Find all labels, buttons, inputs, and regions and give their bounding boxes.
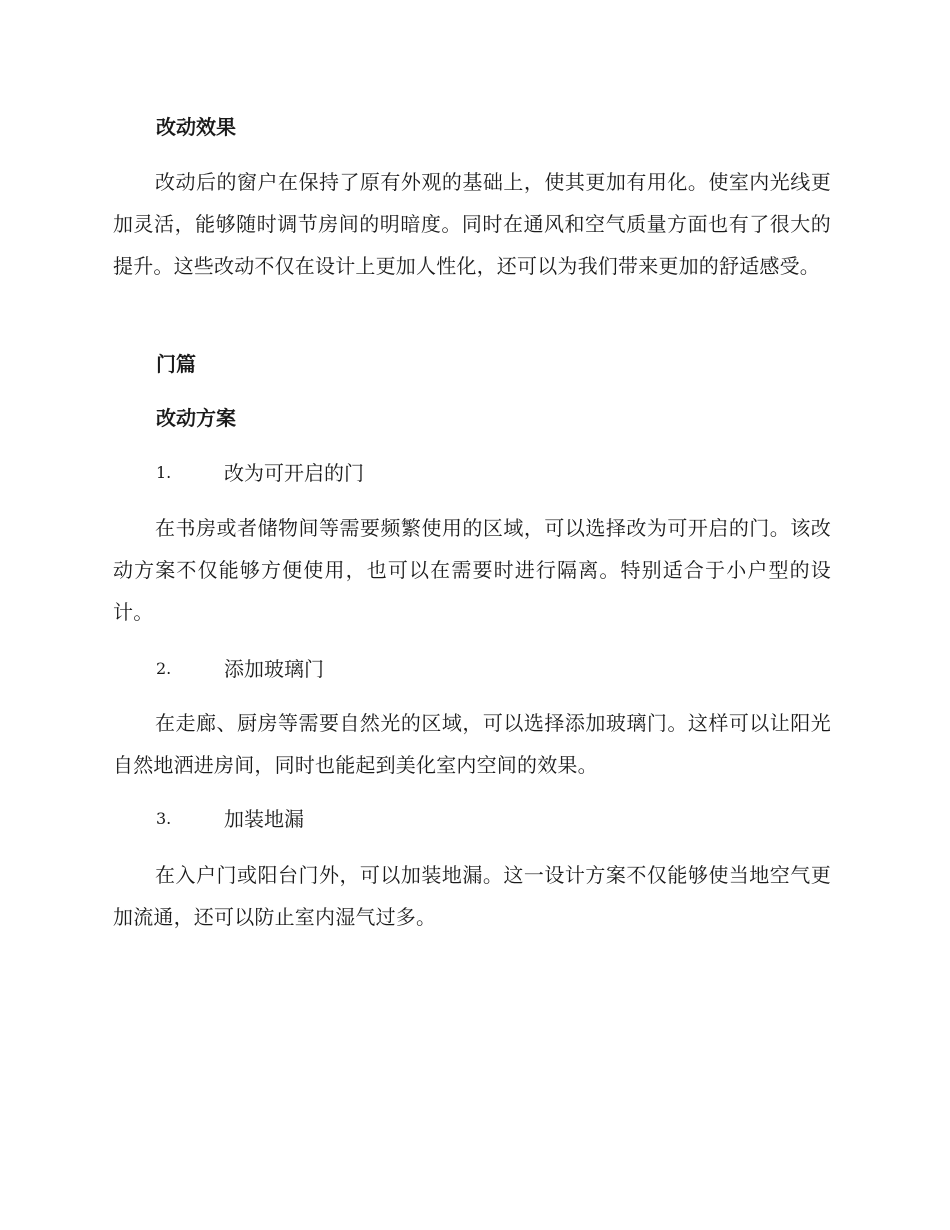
- item-3-paragraph: 在入户门或阳台门外，可以加装地漏。这一设计方案不仅能够使当地空气更加流通，还可以防止室内湿气过多。: [113, 863, 831, 929]
- list-item-number: 1.: [156, 463, 172, 482]
- section-heading-doors: 门篇: [156, 352, 196, 376]
- list-item-title: 加装地漏: [224, 807, 304, 831]
- list-item-number: 3.: [156, 809, 172, 828]
- list-item-number: 2.: [156, 659, 172, 678]
- item-2-paragraph: 在走廊、厨房等需要自然光的区域，可以选择添加玻璃门。这样可以让阳光自然地洒进房间，同时也能起到美化室内空间的效果。: [113, 711, 831, 777]
- section-heading-effect: 改动效果: [156, 115, 236, 139]
- list-item-title: 改为可开启的门: [224, 461, 364, 485]
- item-1-paragraph: 在书房或者储物间等需要频繁使用的区域，可以选择改为可开启的门。该改动方案不仅能够方便使用，也可以在需要时进行隔离。特别适合于小户型的设计。: [113, 516, 831, 624]
- list-item-title: 添加玻璃门: [224, 657, 324, 681]
- section-heading-plan: 改动方案: [156, 406, 236, 430]
- effect-paragraph: 改动后的窗户在保持了原有外观的基础上，使其更加有用化。使室内光线更加灵活，能够随时调节房间的明暗度。同时在通风和空气质量方面也有了很大的提升。这些改动不仅在设计上更加人性化，还可以为我们带来更加的舒适感受。: [113, 170, 831, 278]
